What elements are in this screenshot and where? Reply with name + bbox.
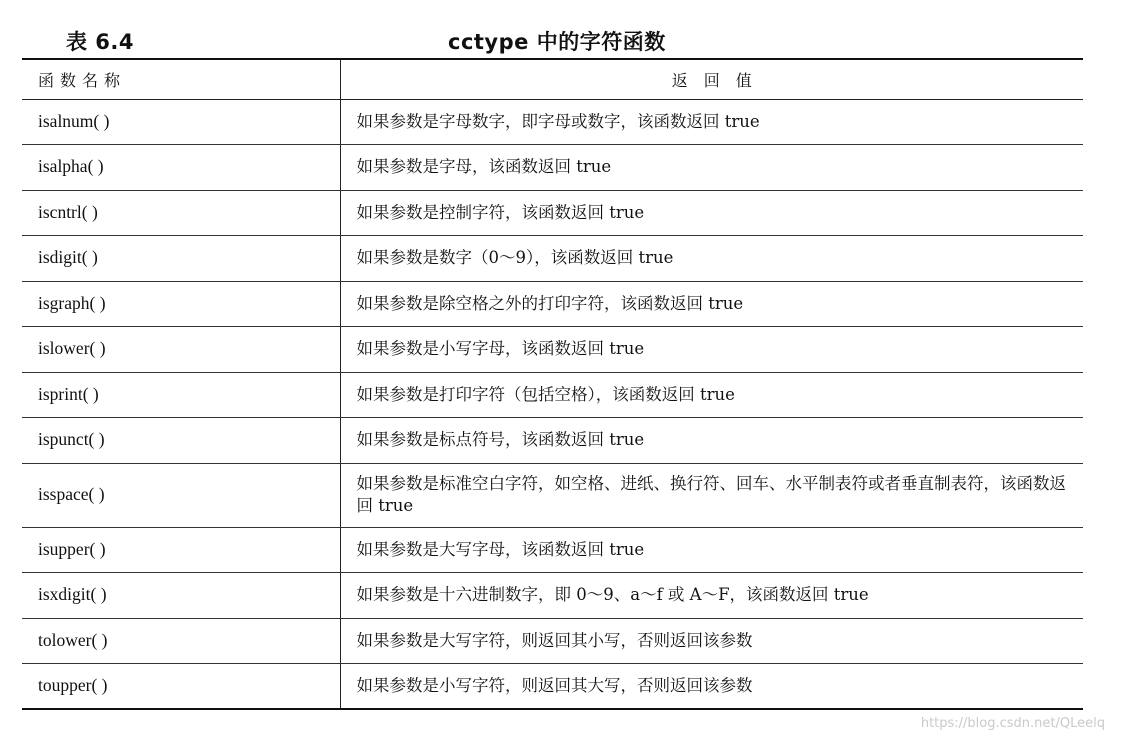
return-value-cell: 如果参数是大写字符，则返回其小写，否则返回该参数: [340, 618, 1083, 664]
return-value-cell: 如果参数是小写字符，则返回其大写，否则返回该参数: [340, 664, 1083, 710]
table-row: [22, 372, 1083, 418]
return-value-cell: 如果参数是大写字母，该函数返回 true: [340, 527, 1083, 573]
return-value-cell: 如果参数是数字（0～9），该函数返回 true: [340, 236, 1083, 282]
table-number: 表 6.4: [66, 30, 135, 54]
return-value-cell: 如果参数是小写字母，该函数返回 true: [340, 327, 1083, 373]
table-title: cctype 中的字符函数: [448, 30, 666, 54]
function-name-cell: isupper( ): [22, 527, 340, 573]
function-name-cell: tolower( ): [22, 618, 340, 664]
header-return-value: 返回值: [340, 59, 1083, 99]
function-name-cell: isalpha( ): [22, 145, 340, 191]
table-row: [22, 573, 1083, 619]
function-name-cell: islower( ): [22, 327, 340, 373]
table-row: [22, 618, 1083, 664]
return-value-cell: 如果参数是控制字符，该函数返回 true: [340, 190, 1083, 236]
return-value-cell: 如果参数是打印字符（包括空格），该函数返回 true: [340, 372, 1083, 418]
table-row: [22, 236, 1083, 282]
table-header: [22, 59, 1083, 99]
table-row: [22, 327, 1083, 373]
return-value-cell: 如果参数是除空格之外的打印字符，该函数返回 true: [340, 281, 1083, 327]
return-value-cell: 如果参数是字母数字，即字母或数字，该函数返回 true: [340, 99, 1083, 145]
table-row: [22, 418, 1083, 464]
table-row: [22, 463, 1083, 527]
function-name-cell: isalnum( ): [22, 99, 340, 145]
table-row: [22, 664, 1083, 710]
function-name-cell: isdigit( ): [22, 236, 340, 282]
return-value-cell: 如果参数是字母，该函数返回 true: [340, 145, 1083, 191]
function-name-cell: isprint( ): [22, 372, 340, 418]
cctype-functions-table: [22, 58, 1083, 710]
table-row: [22, 190, 1083, 236]
function-name-cell: ispunct( ): [22, 418, 340, 464]
watermark: https://blog.csdn.net/QLeelq: [920, 716, 1105, 731]
return-value-cell: 如果参数是标准空白字符，如空格、进纸、换行符、回车、水平制表符或者垂直制表符，该函数返回 true: [340, 463, 1083, 527]
function-name-cell: toupper( ): [22, 664, 340, 710]
table-row: [22, 145, 1083, 191]
table-row: [22, 281, 1083, 327]
table-row: [22, 99, 1083, 145]
return-value-cell: 如果参数是标点符号，该函数返回 true: [340, 418, 1083, 464]
function-name-cell: isspace( ): [22, 463, 340, 527]
return-value-cell: 如果参数是十六进制数字，即 0～9、a～f 或 A～F，该函数返回 true: [340, 573, 1083, 619]
function-name-cell: iscntrl( ): [22, 190, 340, 236]
table-row: [22, 527, 1083, 573]
function-name-cell: isgraph( ): [22, 281, 340, 327]
header-function-name: 函数名称: [22, 59, 340, 99]
function-name-cell: isxdigit( ): [22, 573, 340, 619]
table-caption: [0, 22, 1125, 56]
